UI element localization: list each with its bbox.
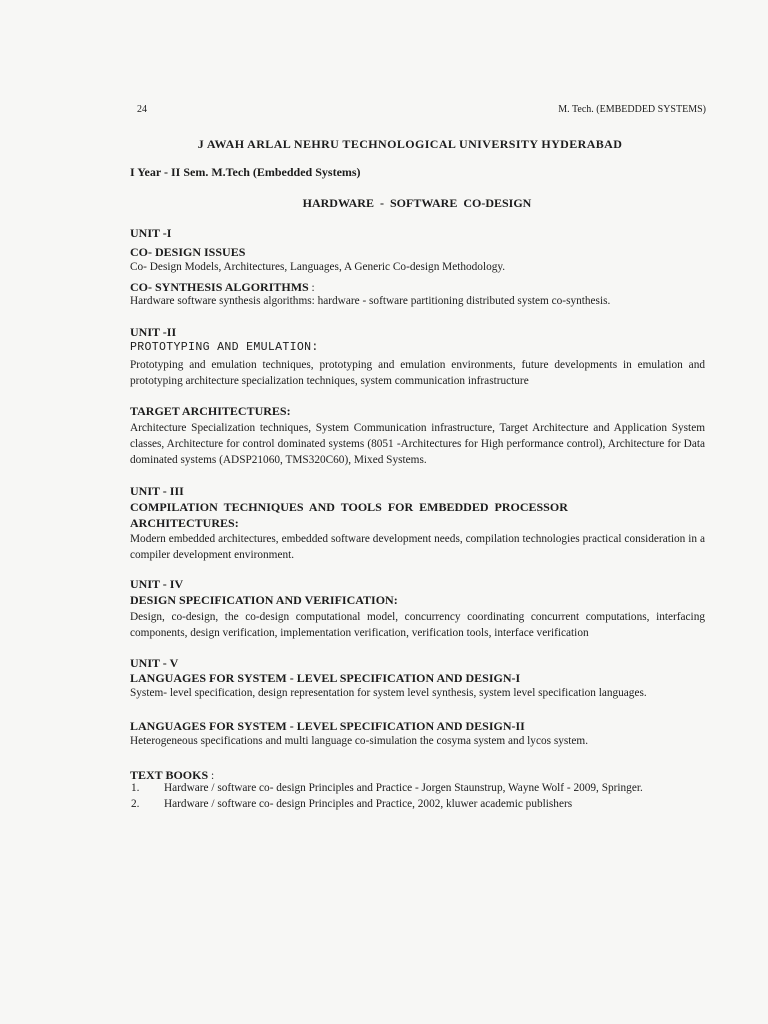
unit-2-label: UNIT -II xyxy=(130,325,177,339)
textbook-2-number: 2. xyxy=(131,798,140,810)
unit-3-label: UNIT - III xyxy=(130,484,184,498)
unit-4-label: UNIT - IV xyxy=(130,577,184,591)
textbooks-heading-colon: : xyxy=(208,770,215,782)
unit-5-heading-languages-1: LANGUAGES FOR SYSTEM - LEVEL SPECIFICATION AND DESIGN-I xyxy=(130,671,521,685)
unit-3-heading-compilation: COMPILATION TECHNIQUES AND TOOLS FOR EMBEDDED PROCESSOR ARCHITECTURES: xyxy=(130,500,568,530)
unit-1-heading-co-synthesis xyxy=(130,278,315,296)
unit-1-heading-co-design-issues: CO- DESIGN ISSUES xyxy=(130,245,246,259)
unit-5-label: UNIT - V xyxy=(130,656,179,670)
unit-2-text-2: Architecture Specialization techniques, System Communication infrastructure, Target Architecture and Application System classes, Architecture for control dominated systems (8051 -Architectures for High performance control), Architecture for Data dominated systems (ADSP21060, TMS320C60), Mixed Systems. xyxy=(130,422,705,466)
textbooks-heading-text: TEXT BOOKS xyxy=(130,768,209,782)
unit-3-text-1: Modern embedded architectures, embedded software development needs, compilation technologies practical consideration in a compiler development environment. xyxy=(130,533,705,561)
running-title: M. Tech. (EMBEDDED SYSTEMS) xyxy=(558,104,706,115)
unit-1-text-1: Co- Design Models, Architectures, Languages, A Generic Co-design Methodology. xyxy=(130,261,506,273)
unit-5-heading-languages-2: LANGUAGES FOR SYSTEM - LEVEL SPECIFICATION AND DESIGN-II xyxy=(130,719,525,733)
textbook-2-reference: Hardware / software co- design Principles and Practice, 2002, kluwer academic publishers xyxy=(164,798,573,810)
textbook-1-reference: Hardware / software co- design Principles and Practice - Jorgen Staunstrup, Wayne Wolf - 2009, Springer. xyxy=(164,782,643,794)
unit-1-text-2: Hardware software synthesis algorithms: hardware - software partitioning distributed system co-synthesis. xyxy=(130,295,611,307)
subject-title: HARDWARE - SOFTWARE CO-DESIGN xyxy=(302,196,532,210)
co-synthesis-heading-text: CO- SYNTHESIS ALGORITHMS xyxy=(130,280,309,294)
unit-2-heading-target-architectures: TARGET ARCHITECTURES: xyxy=(130,404,291,418)
course-line: I Year - II Sem. M.Tech (Embedded Systems) xyxy=(130,165,361,179)
unit-2-heading-prototyping: PROTOTYPING AND EMULATION: xyxy=(130,341,319,354)
university-title: J AWAH ARLAL NEHRU TECHNOLOGICAL UNIVERSITY HYDERABAD xyxy=(197,137,623,151)
textbook-1-number: 1. xyxy=(131,782,140,794)
unit-5-text-2: Heterogeneous specifications and multi language co-simulation the cosyma system and lycos system. xyxy=(130,735,589,747)
unit-4-heading-design-specification: DESIGN SPECIFICATION AND VERIFICATION: xyxy=(130,593,398,607)
co-synthesis-heading-colon: : xyxy=(308,282,315,294)
unit-2-text-1: Prototyping and emulation techniques, prototyping and emulation environments, future developments in emulation and prototyping architecture specialization techniques, system communication infrastructure xyxy=(130,359,705,387)
page-number: 24 xyxy=(137,104,147,115)
unit-5-text-1: System- level specification, design representation for system level synthesis, system level specification languages. xyxy=(130,687,647,699)
unit-4-text-1: Design, co-design, the co-design computational model, concurrency coordinating concurrent computations, interfacing components, design verification, implementation verification, verification tools, interface verification xyxy=(130,611,705,639)
unit-1-label: UNIT -I xyxy=(130,226,172,240)
